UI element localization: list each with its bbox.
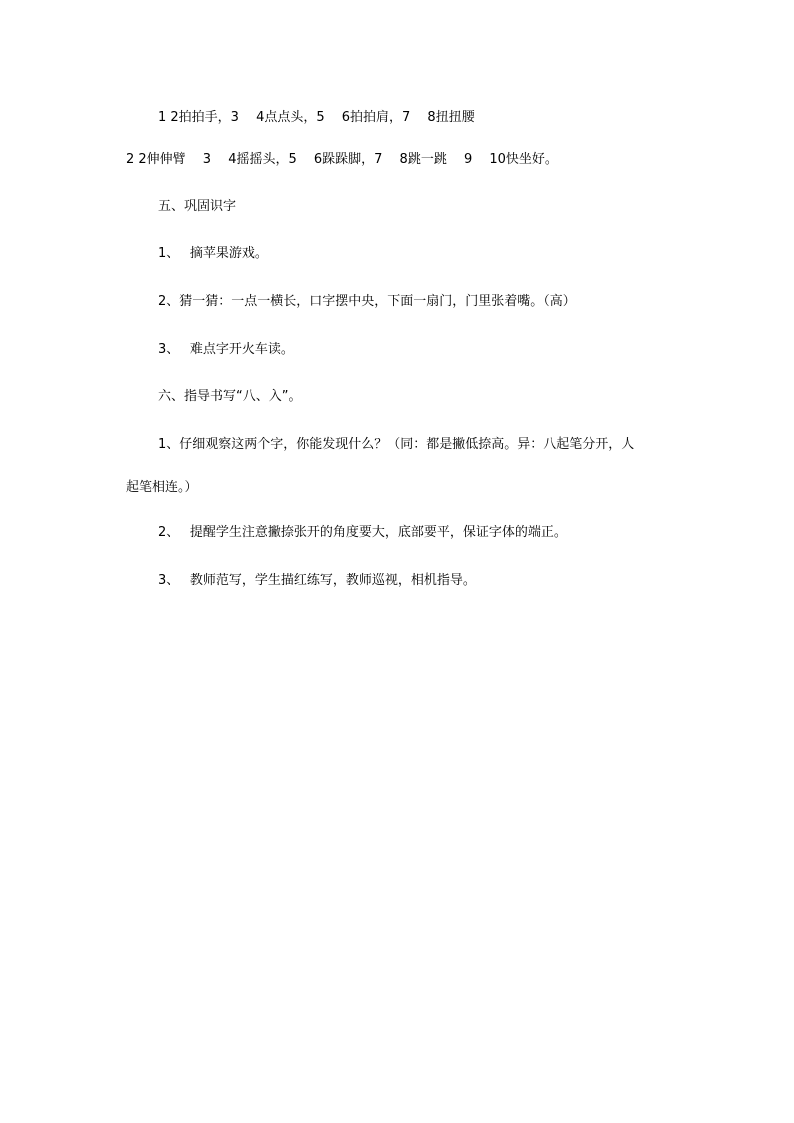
text-line-rhyme-1: 1 2拍拍手，3 4点点头，5 6拍拍肩，7 8扭扭腰 bbox=[158, 110, 475, 125]
section-heading-6: 六、指导书写“八、入”。 bbox=[158, 389, 302, 404]
list-item-5-3: 3、 难点字开火车读。 bbox=[158, 342, 294, 357]
section-heading-5: 五、巩固识字 bbox=[158, 199, 237, 214]
list-item-6-3: 3、 教师范写，学生描红练写，教师巡视，相机指导。 bbox=[158, 573, 476, 588]
list-item-5-1: 1、 摘苹果游戏。 bbox=[158, 246, 268, 261]
list-item-6-2: 2、 提醒学生注意撇捺张开的角度要大，底部要平，保证字体的端正。 bbox=[158, 525, 567, 540]
list-item-6-1-continued: 起笔相连。） bbox=[126, 480, 198, 495]
text-line-rhyme-2: 2 2伸伸臂 3 4摇摇头，5 6跺跺脚，7 8跳一跳 9 10快坐好。 bbox=[126, 152, 558, 167]
list-item-6-1: 1、仔细观察这两个字，你能发现什么？（同：都是撇低捺高。异：八起笔分开，人 bbox=[158, 437, 635, 452]
list-item-5-2: 2、猜一猜：一点一横长，口字摆中央，下面一扇门，门里张着嘴。（高） bbox=[158, 294, 576, 309]
